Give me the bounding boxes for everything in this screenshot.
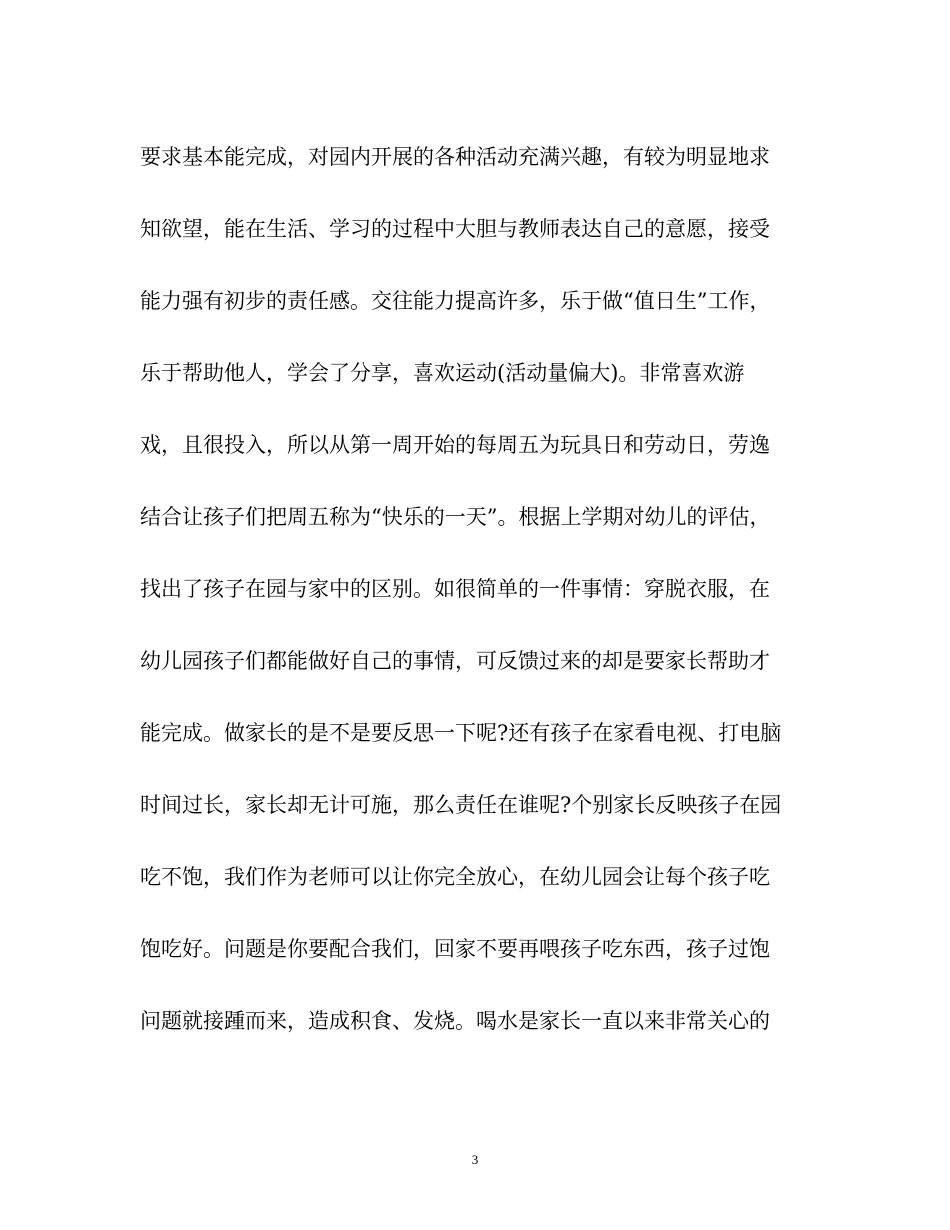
page-number: 3 — [471, 1152, 479, 1167]
text-line: 能力强有初步的责任感。交往能力提高许多，乐于做“值日生”工作， — [140, 289, 771, 313]
body-text — [140, 136, 830, 1072]
text-line: 结合让孩子们把周五称为“快乐的一天”。根据上学期对幼儿的评估， — [140, 505, 771, 529]
text-line: 幼儿园孩子们都能做好自己的事情，可反馈过来的却是要家长帮助才 — [140, 649, 770, 673]
text-line: 要求基本能完成，对园内开展的各种活动充满兴趣，有较为明显地求 — [140, 145, 770, 169]
text-line: 乐于帮助他人，学会了分享，喜欢运动(活动量偏大)。非常喜欢游 — [140, 361, 745, 385]
text-line: 吃不饱，我们作为老师可以让你完全放心，在幼儿园会让每个孩子吃 — [140, 865, 770, 889]
text-line: 戏，且很投入，所以从第一周开始的每周五为玩具日和劳动日，劳逸 — [140, 433, 770, 457]
text-line: 知欲望，能在生活、学习的过程中大胆与教师表达自己的意愿，接受 — [140, 217, 770, 241]
text-line: 找出了孩子在园与家中的区别。如很简单的一件事情：穿脱衣服，在 — [140, 577, 770, 601]
text-line: 能完成。做家长的是不是要反思一下呢?还有孩子在家看电视、打电脑 — [140, 721, 782, 745]
text-line: 饱吃好。问题是你要配合我们，回家不要再喂孩子吃东西，孩子过饱 — [140, 937, 770, 961]
text-line: 时间过长，家长却无计可施，那么责任在谁呢?个别家长反映孩子在园 — [140, 793, 782, 817]
text-line: 问题就接踵而来，造成积食、发烧。喝水是家长一直以来非常关心的 — [140, 1009, 770, 1033]
